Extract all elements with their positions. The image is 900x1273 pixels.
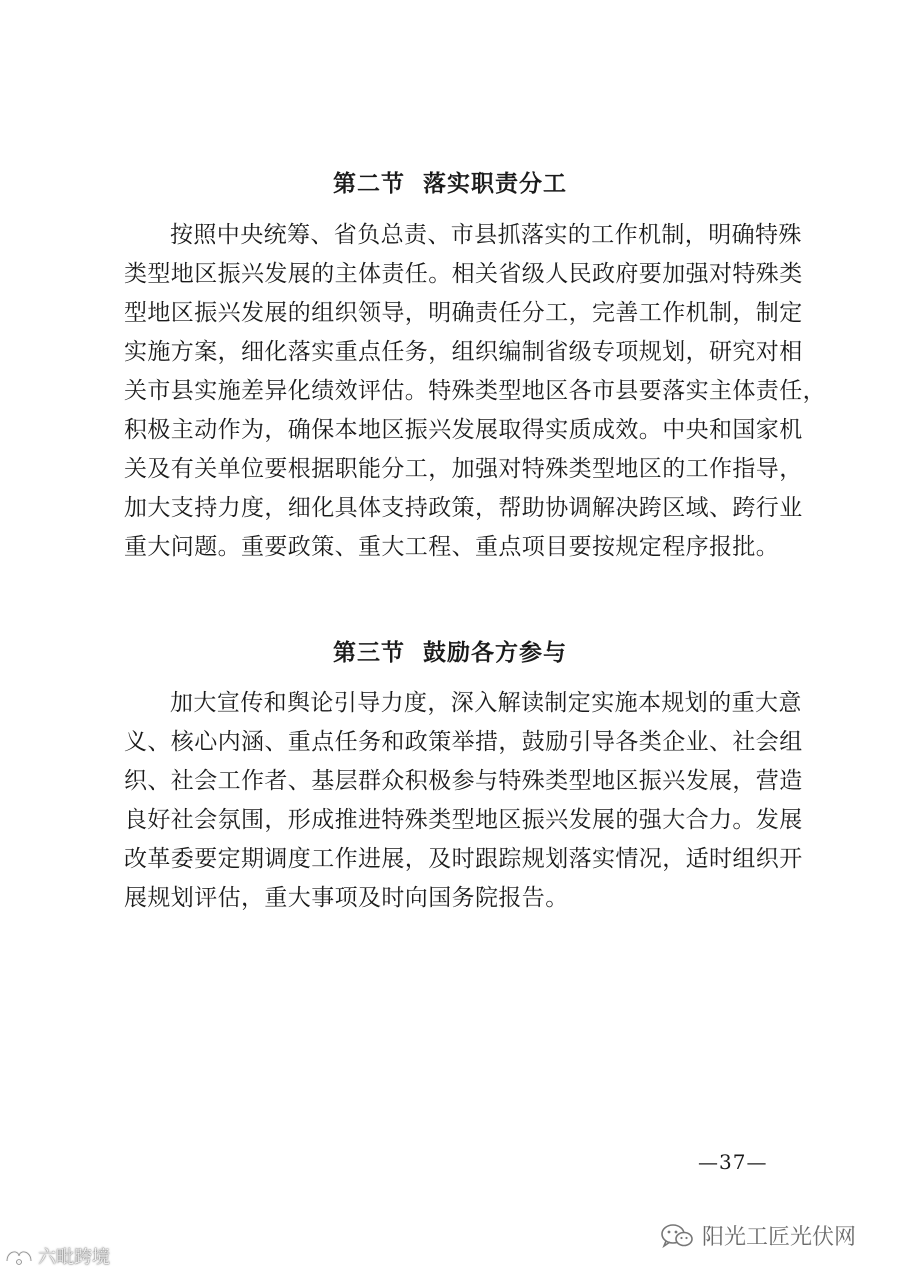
- section-2-heading: 第二节 落实职责分工: [332, 170, 567, 197]
- paragraph-line: 重大问题。重要政策、重大工程、重点项目要按规定程序报批。: [124, 534, 780, 560]
- paragraph-line: 实施方案，细化落实重点任务，组织编制省级专项规划，研究对相: [124, 339, 803, 365]
- paragraph-line: 良好社会氛围，形成推进特殊类型地区振兴发展的强大合力。发展: [124, 807, 803, 833]
- paragraph-line: 按照中央统筹、省负总责、市县抓落实的工作机制，明确特殊: [170, 222, 802, 248]
- paragraph-line: 型地区振兴发展的组织领导，明确责任分工，完善工作机制，制定: [124, 300, 803, 326]
- watermark-left: [4, 1243, 110, 1269]
- watermark-right: [660, 1220, 856, 1251]
- paragraph-line: 织、社会工作者、基层群众积极参与特殊类型地区振兴发展，营造: [124, 768, 803, 794]
- paragraph-line: 关及有关单位要根据职能分工，加强对特殊类型地区的工作指导，: [124, 456, 803, 482]
- section-3-heading: 第三节 鼓励各方参与: [332, 639, 567, 666]
- watermark-left-text: 六毗跨境: [38, 1247, 110, 1268]
- section-2-paragraph: [124, 216, 826, 567]
- section-3-paragraph: [124, 684, 803, 918]
- paragraph-line: 加大宣传和舆论引导力度，深入解读制定实施本规划的重大意: [170, 690, 802, 716]
- watermark-right-text: 阳光工匠光伏网: [702, 1225, 857, 1250]
- paragraph-line: 改革委要定期调度工作进展，及时跟踪规划落实情况，适时组织开: [124, 846, 803, 872]
- paragraph-line: 展规划评估，重大事项及时向国务院报告。: [124, 885, 569, 911]
- paragraph-line: 积极主动作为，确保本地区振兴发展取得实质成效。中央和国家机: [124, 417, 803, 443]
- paragraph-line: 加大支持力度，细化具体支持政策，帮助协调解决跨区域、跨行业: [124, 495, 803, 521]
- paragraph-line: 关市县实施差异化绩效评估。特殊类型地区各市县要落实主体责任，: [124, 378, 826, 404]
- paragraph-line: 类型地区振兴发展的主体责任。相关省级人民政府要加强对特殊类: [124, 261, 803, 287]
- wechat-icon: [660, 1223, 694, 1249]
- small-logo-icon: [4, 1245, 34, 1267]
- paragraph-line: 义、核心内涵、重点任务和政策举措，鼓励引导各类企业、社会组: [124, 729, 803, 755]
- page-number: —37—: [698, 1150, 768, 1174]
